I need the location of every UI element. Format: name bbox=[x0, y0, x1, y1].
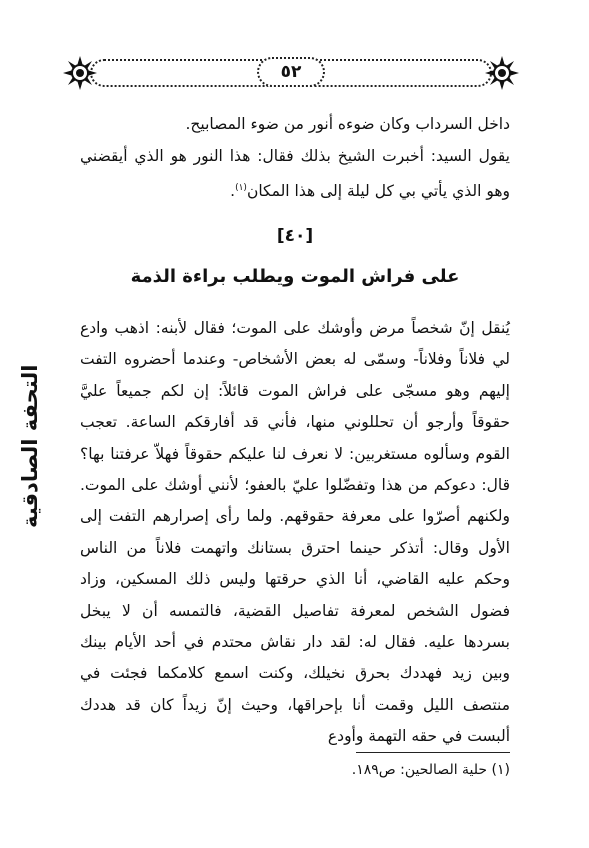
section-title: على فراش الموت ويطلب براءة الذمة bbox=[130, 266, 460, 287]
body-paragraph: يُنقل إنّ شخصاً مرض وأوشك على الموت؛ فقال لأبنه: اذهب وادع لي فلاناً وفلاناً- وسمّى له بعض الأشخاص- وعندما أحضروه التفت إليهم وهو مسجّى على فراش الموت قائلاً: إن لكم جميعاً عليَّ حقوقاً وأرجو أن تحللوني منها، فأني قد أفارقكم الساعة. تعجب القوم وسألوه مستغربين: لا نعرف لنا عليكم حقوقاً فهلاّ عرفتنا بها؟ قال: دعوكم من هذا وتفضّلوا عليّ بالعفو؛ لأنني أوشك على الموت. ولكنهم أصرّوا على معرفة حقوقهم. ولما رأى إصرارهم التفت إلى الأول وقال: أتذكر حينما احترق بستانك واتهمت فلاناً من الناس وحكم عليه القاضي، أنا الذي حرقتها وليس ذلك المسكين، وزاد فضول الشخص لمعرفة تفاصيل القضية، فالتمسه أن لا يبخل بسردها عليه. فقال له: لقد دار نقاش محتدم في أحد الأيام بينك وبين زيد فهددك بحرق نخيلك، وكنت اسمع كلامكما فجئت في منتصف الليل وقمت أنا بإحراقها، وحيث إنّ زيداً كان قد هددك ألبست في حقه التهمة وأودع bbox=[80, 319, 510, 746]
intro-paragraph: يقول السيد: أخبرت الشيخ بذلك فقال: هذا النور هو الذي أيقضني وهو الذي يأتي بي كل ليلة إلى هذا المكان$^{(١)}$. bbox=[80, 147, 510, 201]
running-title: التحفة الصادقية bbox=[18, 364, 42, 528]
footnote: (١) حلية الصالحين: ص١٨٩. bbox=[351, 762, 510, 778]
footnote-divider bbox=[356, 752, 510, 753]
page-header bbox=[62, 53, 520, 93]
intro-text bbox=[80, 108, 510, 207]
sun-ornament-icon bbox=[62, 55, 98, 91]
body-text bbox=[80, 313, 510, 753]
page-number: ٥٢ bbox=[257, 57, 325, 87]
footnote-marker: (١) bbox=[235, 183, 247, 193]
section-number: [٤٠] bbox=[276, 226, 314, 246]
intro-paragraph: داخل السرداب وكان ضوءه أنور من ضوء المصابيح. bbox=[185, 115, 510, 133]
sun-ornament-icon bbox=[484, 55, 520, 91]
